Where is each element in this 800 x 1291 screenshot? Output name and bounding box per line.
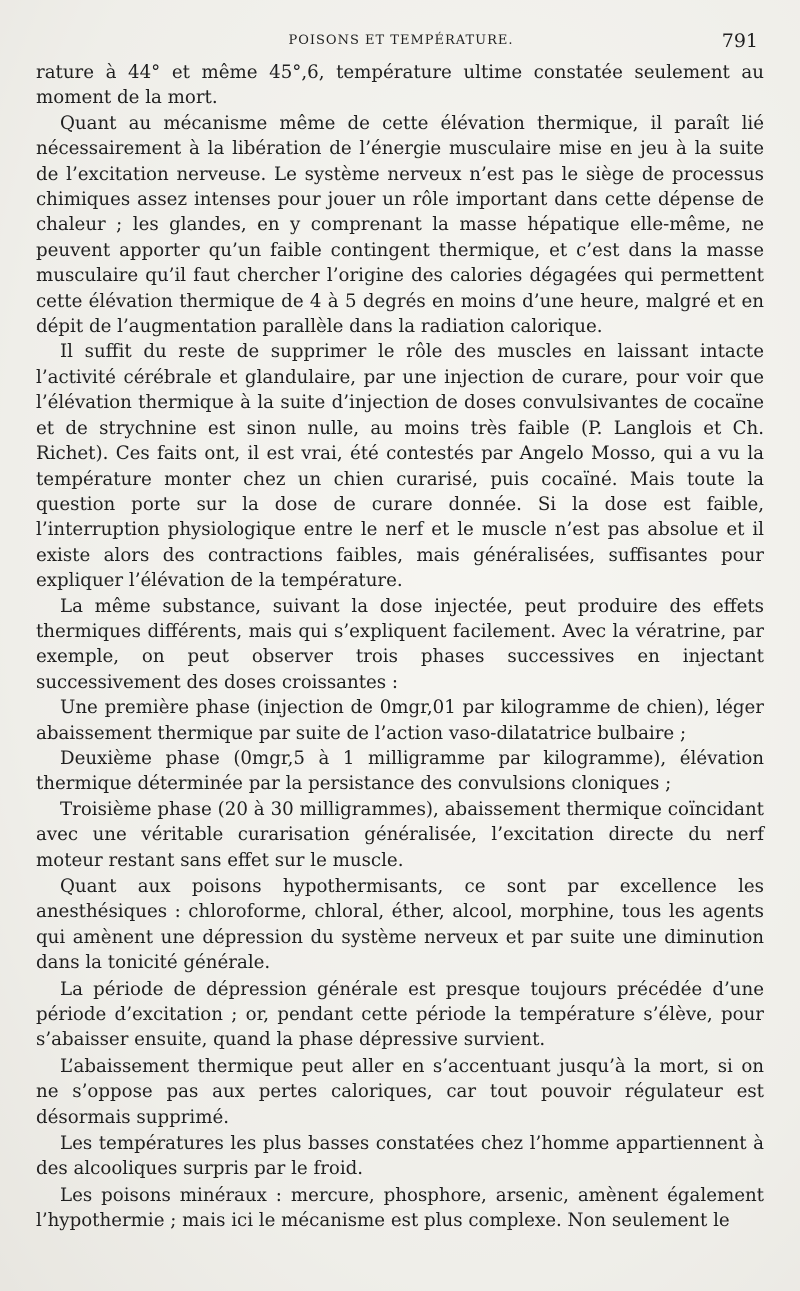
paragraph: Les poisons minéraux : mercure, phosphore, arsenic, amènent également l’hypothermie ; mais ici le mécanisme est plus complexe. Non seulement le: [36, 1184, 764, 1232]
paragraph: La même substance, suivant la dose injectée, peut produire des effets thermiques différents, mais qui s’expliquent facilement. Avec la vératrine, par exemple, on peut observer trois phases successives en injectant successivement des doses croissantes :: [36, 595, 764, 693]
running-title: POISONS ET TEMPÉRATURE.: [288, 33, 514, 48]
paragraph: Quant au mécanisme même de cette élévation thermique, il paraît lié nécessairement à la libération de l’énergie musculaire mise en jeu à la suite de l’excitation nerveuse. Le système nerveux n’est pas le siège de processus chimiques assez intenses pour jouer un rôle important dans cette dépense de chaleur ; les glandes, en y comprenant la masse hépatique elle-même, ne peuvent apporter qu’un faible contingent thermique, et c’est dans la masse musculaire qu’il faut chercher l’origine des calories dégagées qui permettent cette élévation thermique de 4 à 5 degrés en moins d’une heure, malgré et en dépit de l’augmentation parallèle dans la radiation calorique.: [36, 112, 764, 338]
paragraph: rature à 44° et même 45°,6, température ultime constatée seulement au moment de la mort.: [36, 62, 764, 109]
paragraph: Troisième phase (20 à 30 milligrammes), abaissement thermique coïncidant avec une véritable curarisation généralisée, l’excitation directe du nerf moteur restant sans effet sur le muscle.: [36, 798, 764, 871]
paragraph: Quant aux poisons hypothermisants, ce sont par excellence les anesthésiques : chloroforme, chloral, éther, alcool, morphine, tous les agents qui amènent une dépression du système nerveux et par suite une diminution dans la tonicité générale.: [36, 876, 764, 974]
paragraph: Il suffit du reste de supprimer le rôle des muscles en laissant intacte l’activité cérébrale et glandulaire, par une injection de curare, pour voir que l’élévation thermique à la suite d’injection de doses convulsivantes de cocaïne et de strychnine est sinon nulle, au moins très faible (P. Langlois et Ch. Richet). Ces faits ont, il est vrai, été contestés par Angelo Mosso, qui a vu la température monter chez un chien curarisé, puis cocaïné. Mais toute la question porte sur la dose de curare donnée. Si la dose est faible, l’interruption physiologique entre le nerf et le muscle n’est pas absolue et il existe alors des contractions faibles, mais généralisées, suffisantes pour expliquer l’élévation de la température.: [36, 341, 764, 592]
page-header: [36, 30, 766, 54]
paragraph: La période de dépression générale est presque toujours précédée d’une période d’excitation ; or, pendant cette période la température s’élève, pour s’abaisser ensuite, quand la phase dépressive survient.: [36, 978, 764, 1051]
paragraph: Les températures les plus basses constatées chez l’homme appartiennent à des alcooliques surpris par le froid.: [36, 1133, 764, 1180]
paragraph: Une première phase (injection de 0mgr,01 par kilogramme de chien), léger abaissement thermique par suite de l’action vaso-dilatatrice bulbaire ;: [36, 697, 764, 744]
page-number: 791: [721, 30, 758, 52]
body-text: [36, 60, 764, 1234]
paragraph: L’abaissement thermique peut aller en s’accentuant jusqu’à la mort, si on ne s’oppose pas aux pertes caloriques, car tout pouvoir régulateur est désormais supprimé.: [36, 1055, 764, 1128]
paragraph: Deuxième phase (0mgr,5 à 1 milligramme par kilogramme), élévation thermique déterminée par la persistance des convulsions cloniques ;: [36, 747, 764, 795]
